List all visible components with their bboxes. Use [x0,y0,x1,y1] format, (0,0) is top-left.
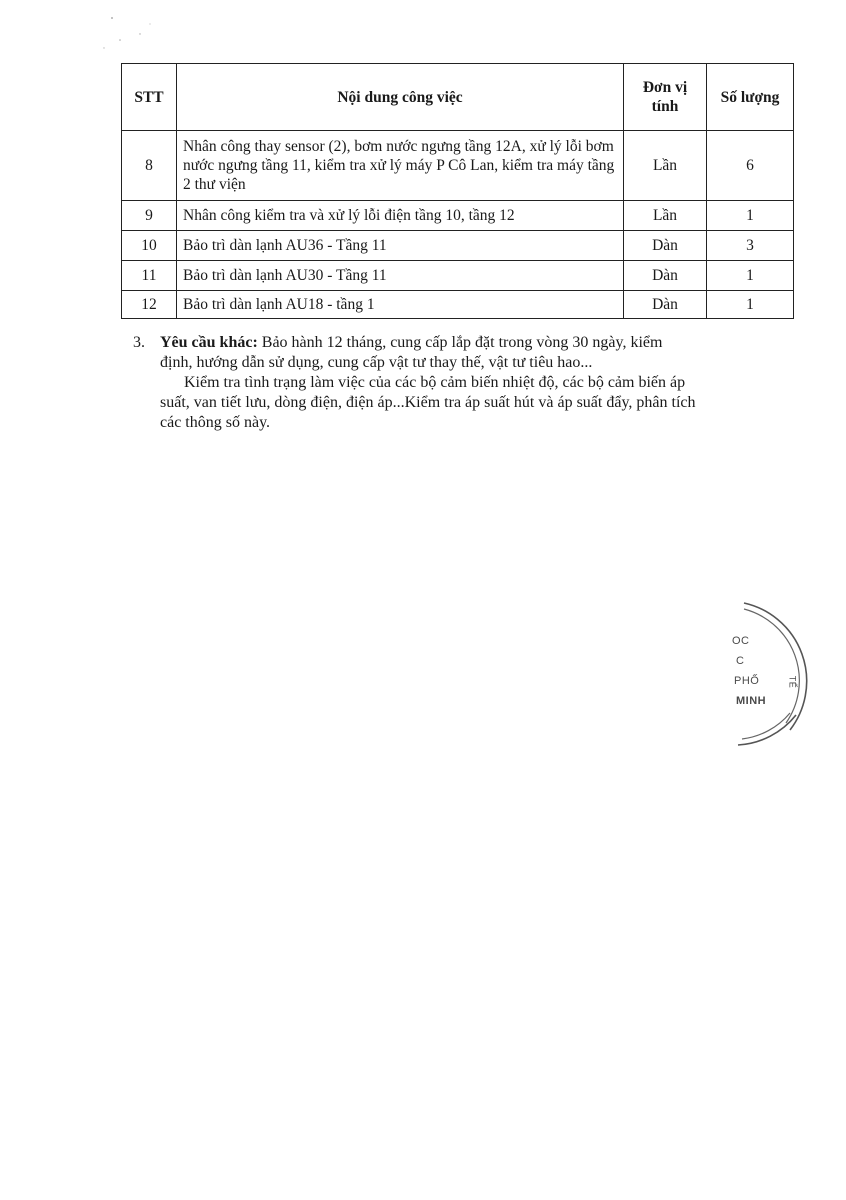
seal-text-4: MINH [736,695,767,707]
cell-qty: 6 [707,131,794,201]
cell-unit: Lần [624,131,707,201]
cell-content: Nhân công kiểm tra và xử lý lỗi điện tầng 10, tầng 12 [177,201,624,231]
header-unit-line1: Đơn vị [642,79,688,96]
requirements-text-1: Bảo hành 12 tháng, cung cấp lắp đặt trong vòng 30 ngày, kiểm [261,334,663,351]
requirements-line-5: các thông số này. [160,414,271,431]
cell-unit: Dàn [624,261,707,291]
cell-qty: 1 [707,261,794,291]
cell-stt: 9 [122,201,177,231]
seal-text-1: OC [732,635,750,647]
requirements-line-1 [133,333,783,353]
seal-text-2: C [736,655,745,667]
header-unit-line2: tính [651,98,679,115]
cell-qty: 1 [707,291,794,319]
cell-unit: Dàn [624,231,707,261]
cell-stt: 10 [122,231,177,261]
header-content: Nội dung công việc [177,64,624,131]
cell-stt: 12 [122,291,177,319]
cell-content: Bảo trì dàn lạnh AU18 - tầng 1 [177,291,624,319]
cell-stt: 8 [122,131,177,201]
cell-content: Nhân công thay sensor (2), bơm nước ngưng tầng 12A, xử lý lỗi bơm nước ngưng tầng 11, kiểm tra xử lý máy P Cô Lan, kiểm tra máy tầng 2 thư viện [177,131,624,201]
official-seal-fragment [728,595,808,755]
scan-specks [40,10,160,70]
section-label: Yêu cầu khác: [160,334,258,351]
table-row [122,261,794,291]
requirements-line-3: Kiểm tra tình trạng làm việc của các bộ cảm biến nhiệt độ, các bộ cảm biến áp [184,374,686,391]
header-qty: Số lượng [707,64,794,131]
section-number: 3. [133,334,145,351]
requirements-line-2: định, hướng dẫn sử dụng, cung cấp vật tư thay thế, vật tư tiêu hao... [160,354,593,371]
other-requirements-section [133,333,783,433]
cell-qty: 1 [707,201,794,231]
work-items-table [121,63,794,319]
seal-text-5: TẾ [787,675,798,689]
cell-unit: Dàn [624,291,707,319]
cell-content: Bảo trì dàn lạnh AU36 - Tầng 11 [177,231,624,261]
requirements-line-4: suất, van tiết lưu, dòng điện, điện áp...Kiểm tra áp suất hút và áp suất đẩy, phân tích [160,394,696,411]
table-header-row [122,64,794,131]
table-row [122,201,794,231]
table-row [122,131,794,201]
cell-unit: Lần [624,201,707,231]
header-stt: STT [122,64,177,131]
table-row [122,291,794,319]
cell-content: Bảo trì dàn lạnh AU30 - Tầng 11 [177,261,624,291]
seal-text-3: PHỐ [734,675,760,687]
table-row [122,231,794,261]
cell-stt: 11 [122,261,177,291]
cell-qty: 3 [707,231,794,261]
header-unit [624,64,707,131]
